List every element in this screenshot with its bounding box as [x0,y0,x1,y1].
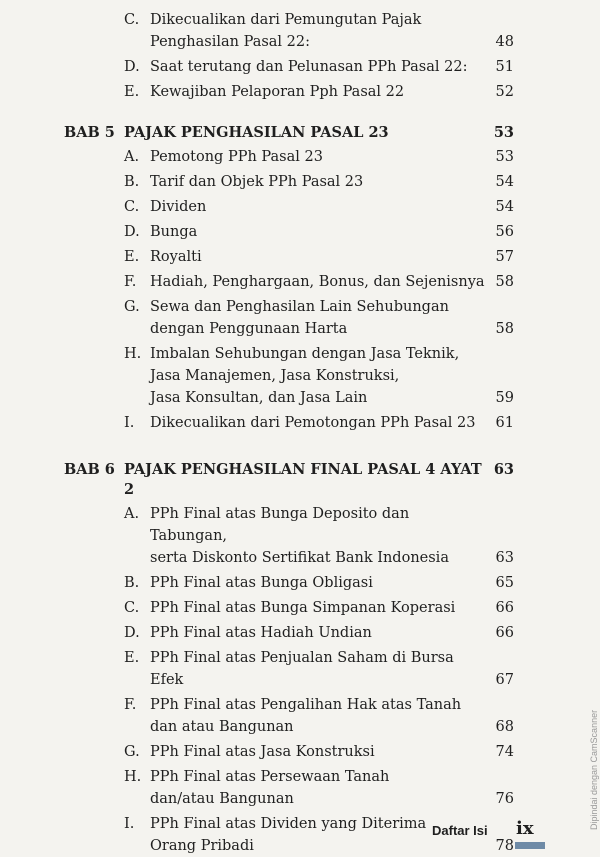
chapter-title: PAJAK PENGHASILAN FINAL PASAL 4 AYAT 2 [124,461,482,498]
toc-entry[interactable] [124,766,514,810]
toc-entry[interactable] [124,412,514,434]
toc-entry[interactable] [124,9,514,53]
entry-letter: C. [124,12,140,28]
entry-title-line: dan atau Bangunan [150,719,294,735]
entry-title-line: PPh Final atas Hadiah Undian [150,625,372,641]
chapter-title: PAJAK PENGHASILAN PASAL 23 [124,124,389,141]
entry-title-line: Jasa Konsultan, dan Jasa Lain [150,390,368,406]
entry-letter: D. [124,625,140,641]
entry-title [150,597,486,619]
entry-letter: A. [124,149,140,165]
entry-letter: C. [124,600,140,616]
entry-page: 66 [495,600,514,616]
entry-title [150,343,486,409]
entry-title-line: Kewajiban Pelaporan Pph Pasal 22 [150,84,405,100]
entry-letter: A. [124,506,140,522]
entry-title-line: dan/atau Bangunan [150,791,294,807]
entry-title [150,196,486,218]
toc-entry[interactable] [124,622,514,644]
entry-page: 53 [495,149,514,165]
entry-title-line: Royalti [150,249,202,265]
entry-page: 57 [495,249,514,265]
entry-page: 51 [495,59,514,75]
toc-entry[interactable] [124,56,514,78]
toc-entry[interactable] [124,296,514,340]
entry-page: 68 [495,719,514,735]
entry-title [150,296,486,340]
entry-title [150,81,486,103]
entry-title-line: PPh Final atas Penjualan Saham di Bursa Efek [150,650,454,688]
entry-title [150,694,486,738]
entry-title-line: Pemotong PPh Pasal 23 [150,149,323,165]
chapter-heading[interactable] [64,123,514,143]
bab6-section [64,460,514,857]
entry-title-line: PPh Final atas Bunga Obligasi [150,575,373,591]
entry-title [150,171,486,193]
toc-entry[interactable] [124,221,514,243]
toc-entry[interactable] [124,171,514,193]
page-number-roman: ix [516,818,534,839]
entry-title [150,572,486,594]
entry-letter: E. [124,249,140,265]
toc-top-items [64,9,514,103]
entry-title [150,146,486,168]
entry-title-line: serta Diskonto Sertifikat Bank Indonesia [150,550,449,566]
entry-letter: G. [124,744,140,760]
entry-title-line: Dividen [150,199,207,215]
entry-title-line: PPh Final atas Bunga Deposito dan Tabungan, [150,506,410,544]
toc-top-section [64,6,514,103]
entry-title [150,503,486,569]
entry-page: 58 [495,274,514,290]
scanner-corner-mark [515,842,545,849]
entry-page: 61 [495,415,514,431]
entry-page: 48 [495,34,514,50]
toc-entry[interactable] [124,597,514,619]
toc-entry[interactable] [124,81,514,103]
entry-page: 66 [495,625,514,641]
toc-entry[interactable] [124,246,514,268]
entry-page: 59 [495,390,514,406]
entry-title [150,412,486,434]
entry-title-line: Bunga [150,224,198,240]
toc-entry[interactable] [124,503,514,569]
entry-title [150,741,486,763]
entry-page: 67 [495,672,514,688]
entry-title [150,246,486,268]
entry-title-line: Tarif dan Objek PPh Pasal 23 [150,174,364,190]
entry-letter: E. [124,84,140,100]
chapter-heading[interactable] [64,460,514,500]
entry-page: 63 [495,550,514,566]
entry-title-line: Sewa dan Penghasilan Lain Sehubungan [150,299,449,315]
entry-title-line: Imbalan Sehubungan dengan Jasa Teknik, [150,346,460,362]
toc-entry[interactable] [124,196,514,218]
entry-title-line: PPh Final atas Pengalihan Hak atas Tanah [150,697,462,713]
entry-title [150,766,486,810]
toc-entry[interactable] [124,741,514,763]
entry-title [150,221,486,243]
toc-entry[interactable] [124,271,514,293]
bab6-items [64,503,514,857]
entry-page: 58 [495,321,514,337]
entry-title-line: PPh Final atas Jasa Konstruksi [150,744,375,760]
toc-entry[interactable] [124,146,514,168]
entry-page: 54 [495,174,514,190]
entry-letter: H. [124,769,142,785]
entry-letter: D. [124,59,140,75]
entry-title [150,271,486,293]
entry-page: 52 [495,84,514,100]
entry-title-line: Hadiah, Penghargaan, Bonus, dan Sejenisnya [150,274,485,290]
entry-title-line: PPh Final atas Persewaan Tanah [150,769,390,785]
footer-label: Daftar Isi [432,823,488,838]
entry-letter: B. [124,174,140,190]
entry-title-line: Dikecualikan dari Pemotongan PPh Pasal 23 [150,415,476,431]
entry-title [150,9,486,53]
entry-letter: D. [124,224,140,240]
chapter-number: BAB 5 [64,124,115,141]
entry-letter: B. [124,575,140,591]
entry-title [150,622,486,644]
entry-title-line: dengan Penggunaan Harta [150,321,348,337]
toc-entry[interactable] [124,572,514,594]
bab5-section [64,123,514,434]
entry-letter: F. [124,274,137,290]
entry-page: 78 [495,838,514,854]
entry-letter: E. [124,650,140,666]
entry-page: 56 [495,224,514,240]
chapter-page: 63 [493,461,514,478]
entry-title-line: Penghasilan Pasal 22: [150,34,311,50]
entry-title-line: PPh Final atas Bunga Simpanan Koperasi [150,600,456,616]
entry-letter: I. [124,415,135,431]
entry-page: 54 [495,199,514,215]
entry-page: 76 [495,791,514,807]
entry-title-line: Saat terutang dan Pelunasan PPh Pasal 22: [150,59,468,75]
toc-entry[interactable] [124,647,514,691]
chapter-number: BAB 6 [64,461,115,478]
entry-title-line: Jasa Manajemen, Jasa Konstruksi, [150,368,400,384]
toc-entry[interactable] [124,694,514,738]
entry-letter: C. [124,199,140,215]
entry-letter: H. [124,346,142,362]
scanner-watermark: Dipindai dengan CamScanner [589,709,599,830]
entry-letter: I. [124,816,135,832]
entry-page: 65 [495,575,514,591]
toc-entry[interactable] [124,343,514,409]
entry-title-line: PPh Final atas Dividen yang Diterima [150,816,427,832]
bab5-items [64,146,514,434]
entry-letter: F. [124,697,137,713]
entry-title-line: Dikecualikan dari Pemungutan Pajak [150,12,422,28]
entry-page: 74 [495,744,514,760]
entry-letter: G. [124,299,140,315]
chapter-page: 53 [493,124,514,141]
entry-title-line: Orang Pribadi [150,838,254,854]
entry-title [150,647,486,691]
entry-title [150,56,486,78]
